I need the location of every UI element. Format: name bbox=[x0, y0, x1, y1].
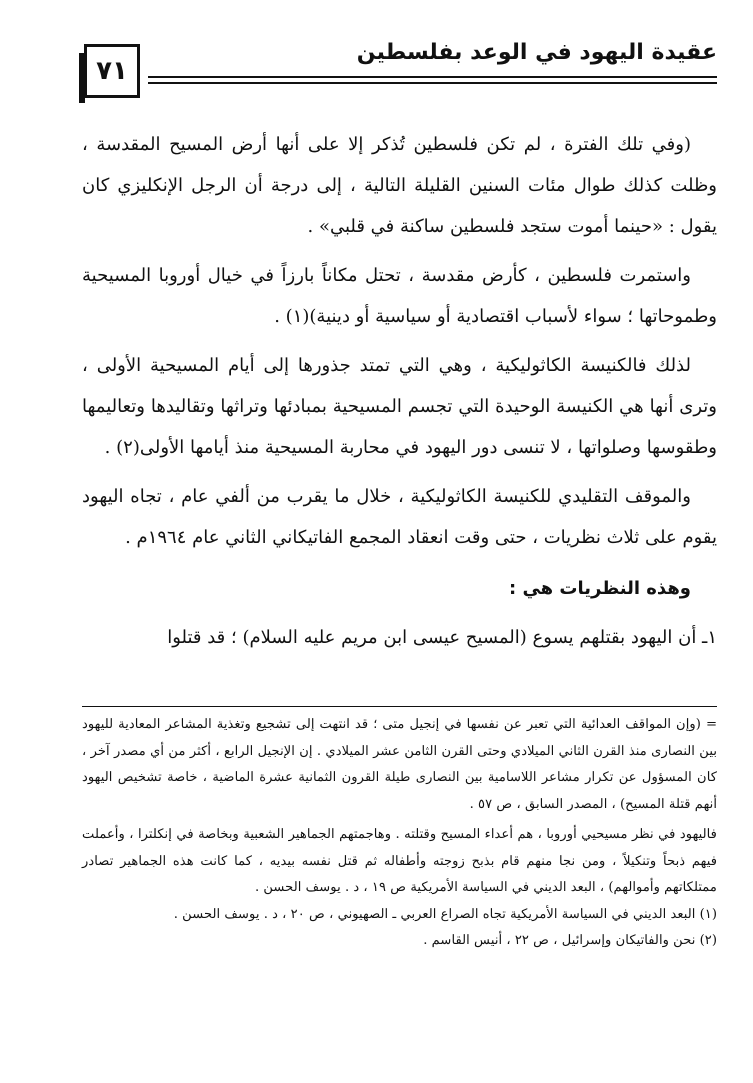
body-paragraph: واستمرت فلسطين ، كأرض مقدسة ، تحتل مكاناً بارزاً في خيال أوروبا المسيحية وطموحاتها ؛ سواء لأسباب اقتصادية أو سياسية أو دينية)(١) . bbox=[82, 265, 717, 327]
body-paragraph: لذلك فالكنيسة الكاثوليكية ، وهي التي تمتد جذورها إلى أيام المسيحية الأولى ، وترى أنها هي الكنيسة الوحيدة التي تجسم المسيحية بمبادئها وتراثها وتقاليدها وتعاليمها وطقوسها وصلواتها ، لا تنسى دور اليهود في محاربة المسيحية منذ أيامها الأولى(٢) . bbox=[82, 355, 717, 458]
numbered-list-item: ١ـ أن اليهود بقتلهم يسوع (المسيح عيسى ابن مريم عليه السلام) ؛ قد قتلوا bbox=[167, 627, 717, 648]
footnote-separator bbox=[82, 706, 717, 707]
running-title: عقيدة اليهود في الوعد بفلسطين bbox=[356, 40, 717, 65]
header-rule bbox=[148, 76, 717, 78]
header-rule-double bbox=[148, 82, 717, 84]
body-paragraph: والموقف التقليدي للكنيسة الكاثوليكية ، خلال ما يقرب من ألفي عام ، تجاه اليهود يقوم على ثلاث نظريات ، حتى وقت انعقاد المجمع الفاتيكاني الثاني عام ١٩٦٤م . bbox=[82, 486, 717, 548]
main-body-text bbox=[82, 124, 717, 658]
footnote-2: (٢) نحن والفاتيكان وإسرائيل ، ص ٢٢ ، أنيس القاسم . bbox=[423, 933, 717, 948]
footnote-continued: فاليهود في نظر مسيحيي أوروبا ، هم أعداء المسيح وقتلته . وهاجمتهم الجماهير الشعبية وبخاصة في إنكلترا ، وأعملت فيهم ذبحاً وتنكيلاً ، ومن نجا منهم قام بذبح زوجته وأطفاله ثم قتل نفسه بيديه ، كما كانت هذه الجماهير تصادر ممتلكاتهم وأموالهم) ، البعد الديني في السياسة الأمريكية ص ١٩ ، د . يوسف الحسن . bbox=[82, 827, 717, 895]
footnote-1: (١) البعد الديني في السياسة الأمريكية تجاه الصراع العربي ـ الصهيوني ، ص ٢٠ ، د . يوسف الحسن . bbox=[173, 906, 717, 922]
body-paragraph: (وفي تلك الفترة ، لم تكن فلسطين تُذكر إلا على أنها أرض المسيح المقدسة ، وظلت كذلك طوال مئات السنين القليلة التالية ، إلى درجة أن الرجل الإنكليزي كان يقول : «حينما أموت ستجد فلسطين ساكنة في قلبي» . bbox=[82, 134, 717, 237]
page-number: ٧١ bbox=[84, 44, 140, 98]
footnotes-section bbox=[82, 712, 717, 955]
section-subheading: وهذه النظريات هي : bbox=[509, 578, 691, 599]
footnote-continued: = (وإن المواقف العدائية التي تعبر عن نفسها في إنجيل متى ؛ قد انتهت إلى تشجيع وتغذية المشاعر المعادية لليهود بين النصارى منذ القرن الثاني الميلادي وحتى القرن الثامن عشر الميلادي . إن الإنجيل الرابع ، أكثر من أي مصدر آخر ، كان المسؤول عن تكرار مشاعر اللاسامية بين النصارى طيلة القرون الثمانية عشرة الماضية ، خاصة تشخيص اليهود أنهم قتلة المسيح) ، المصدر السابق ، ص ٥٧ . bbox=[82, 717, 717, 812]
